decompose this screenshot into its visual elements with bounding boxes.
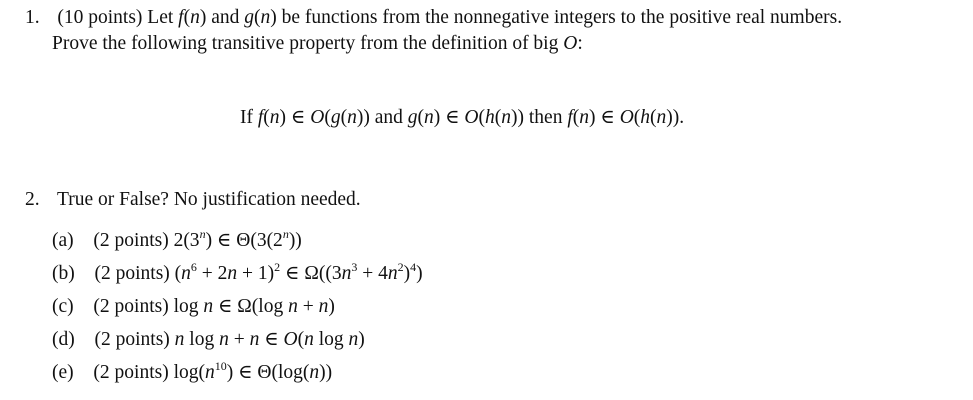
problem-1-statement (240, 106, 684, 130)
math-segment: O (283, 329, 298, 350)
part-e-content (93, 359, 333, 383)
math-segment: )) and (356, 107, 408, 128)
math-segment: n (318, 296, 329, 317)
math-segment: ( (340, 107, 348, 128)
problem-1-number: 1. (25, 7, 40, 28)
part-d-content (95, 329, 365, 350)
math-segment: If (240, 107, 258, 128)
math-segment: g (330, 107, 341, 128)
math-segment: ) ∈ (433, 107, 465, 128)
math-segment: )). (666, 107, 685, 128)
math-segment: (10 points) Let (57, 7, 179, 28)
math-segment: ( (297, 329, 305, 350)
math-segment: h (640, 107, 651, 128)
math-segment: + (297, 296, 319, 317)
math-segment: ( (324, 107, 331, 128)
math-segment: n (341, 263, 352, 284)
math-segment: n (190, 7, 200, 28)
math-segment: n (269, 107, 280, 128)
math-segment: n (227, 263, 238, 284)
math-segment: ) (403, 263, 411, 284)
math-segment: n (260, 7, 271, 28)
math-segment: ( (263, 107, 270, 128)
math-segment: ∈ Ω((3 (280, 263, 342, 284)
math-segment: + (228, 329, 250, 350)
math-segment: 2 (274, 260, 281, 274)
math-segment: 2 (397, 260, 404, 274)
math-segment: ) ∈ (589, 107, 620, 128)
transitive-property-statement (240, 107, 684, 128)
problem-2-line-1 (25, 188, 361, 212)
math-segment: (2 points) log( (93, 362, 205, 383)
math-segment: ) (358, 329, 365, 350)
problem-1-line-2 (52, 32, 583, 56)
part-a-content (93, 227, 302, 251)
math-segment: ) ∈ Θ(log( (226, 362, 310, 383)
part-d (52, 328, 365, 352)
math-segment: f (257, 107, 264, 128)
math-segment: 4 (410, 260, 417, 274)
math-segment: n (348, 329, 359, 350)
math-segment: ) ∈ (279, 107, 311, 128)
math-segment: h (485, 107, 495, 128)
math-segment: f (567, 107, 573, 128)
part-b-label: (b) (52, 263, 75, 284)
problem-2-number: 2. (25, 189, 40, 210)
math-segment: Prove the following transitive property from the definition of big (52, 33, 564, 54)
math-segment: n (219, 329, 229, 350)
math-segment: ) be functions from the nonnegative integers to the positive real numbers. (270, 7, 843, 28)
part-e (52, 361, 332, 385)
part-a (52, 229, 302, 253)
math-segment: n (423, 107, 434, 128)
math-segment: ) and (199, 7, 245, 28)
math-segment: ( (478, 107, 486, 128)
part-c-content (93, 296, 334, 317)
math-segment: O (310, 107, 325, 128)
math-segment: 3 (351, 260, 358, 274)
math-segment: n (174, 329, 185, 350)
math-segment: n (501, 107, 512, 128)
math-segment: n (309, 362, 320, 383)
math-segment: n (199, 227, 206, 241)
problem-1-line-1 (25, 6, 842, 30)
part-a-label: (a) (52, 230, 74, 251)
math-segment: (2 points) (94, 329, 175, 350)
math-segment: log (313, 329, 349, 350)
math-segment: True or False? No justification needed. (57, 189, 361, 210)
math-segment: 10 (214, 359, 227, 373)
part-e-label: (e) (52, 362, 74, 383)
math-segment: + 2 (196, 263, 228, 284)
math-segment: n (203, 296, 214, 317)
math-segment: ( (494, 107, 502, 128)
math-segment: ( (253, 7, 261, 28)
math-segment: (2 points) ( (94, 263, 182, 284)
math-segment: )) (288, 230, 302, 251)
math-segment: n (288, 296, 298, 317)
math-segment: n (249, 329, 260, 350)
math-segment: (2 points) 2(3 (93, 230, 200, 251)
math-segment: log (184, 329, 220, 350)
math-segment: ( (417, 107, 424, 128)
math-segment: n (347, 107, 357, 128)
math-segment: n (204, 362, 215, 383)
part-c (52, 295, 335, 319)
math-segment: O (464, 107, 479, 128)
math-segment: O (619, 107, 634, 128)
math-segment: n (656, 107, 667, 128)
math-segment: )) (319, 362, 333, 383)
problem-1-intro (57, 7, 842, 28)
part-c-label: (c) (52, 296, 74, 317)
math-segment: n (579, 107, 589, 128)
math-segment: ∈ (259, 329, 284, 350)
part-d-label: (d) (52, 329, 75, 350)
math-segment: ( (650, 107, 657, 128)
part-b (52, 262, 423, 286)
math-segment: ) (416, 263, 423, 284)
math-segment: f (178, 7, 184, 28)
math-segment: ( (572, 107, 580, 128)
math-segment: O (563, 33, 578, 54)
math-segment: 6 (190, 260, 197, 274)
math-segment: ( (183, 7, 191, 28)
math-segment: n (387, 263, 398, 284)
problem-1-intro-2 (52, 33, 583, 54)
problem-2-intro (57, 189, 361, 210)
part-b-content (94, 260, 423, 284)
math-segment: n (282, 227, 289, 241)
math-segment: (2 points) log (93, 296, 204, 317)
math-segment: ( (633, 107, 641, 128)
math-segment: ∈ Ω(log (213, 296, 289, 317)
math-segment: n (304, 329, 314, 350)
math-segment: + 1) (237, 263, 275, 284)
math-segment: ) ∈ Θ(3(2 (205, 230, 283, 251)
math-segment: + 4 (357, 263, 388, 284)
math-segment: g (407, 107, 418, 128)
math-segment: ) (328, 296, 335, 317)
math-segment: g (244, 7, 254, 28)
math-segment: )) then (511, 107, 568, 128)
math-segment: n (181, 263, 191, 284)
math-segment: : (577, 33, 583, 54)
